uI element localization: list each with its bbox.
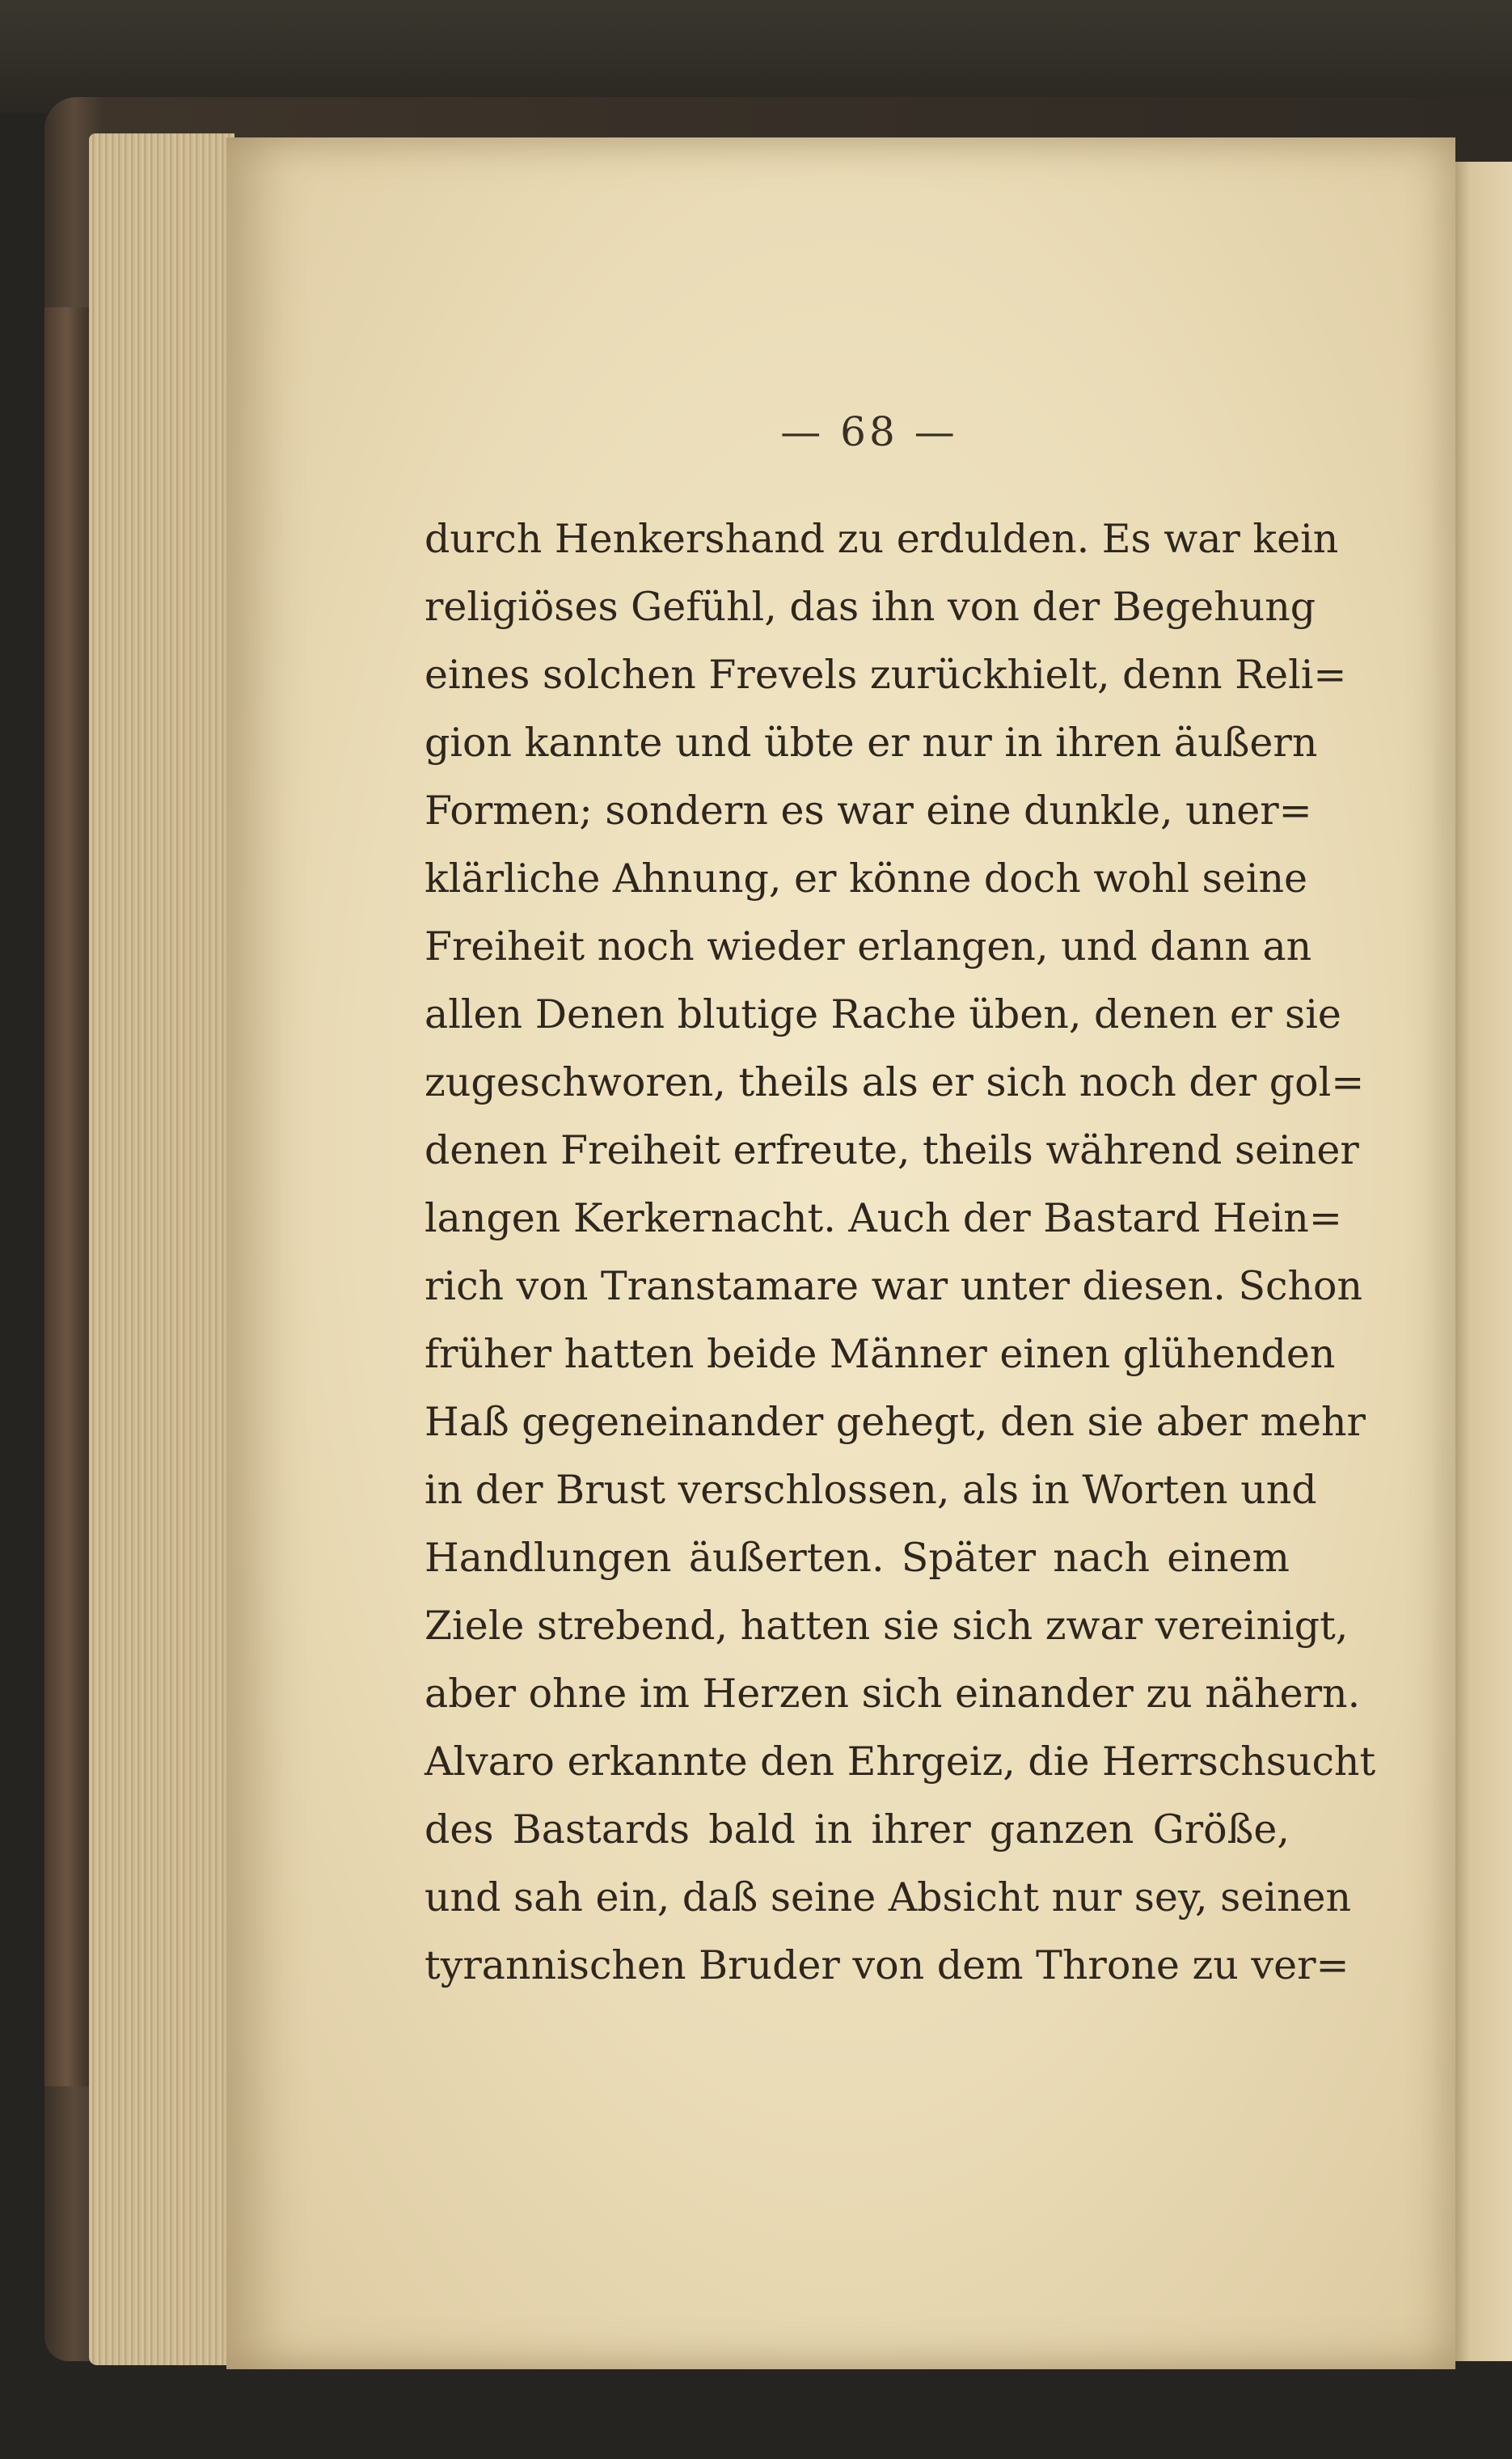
background	[0, 0, 1512, 113]
text-line: Alvaro erkannte den Ehrgeiz, die Herrschsucht	[424, 1739, 1376, 1785]
text-line: langen Kerkernacht. Auch der Bastard Hein=	[424, 1195, 1342, 1241]
text-line: tyrannischen Bruder von dem Throne zu ver=	[424, 1942, 1349, 1988]
text-line: religiöses Gefühl, das ihn von der Begehung	[424, 584, 1316, 630]
text-line: durch Henkershand zu erdulden. Es war kein	[424, 516, 1339, 562]
text-line: früher hatten beide Männer einen glühenden	[424, 1331, 1336, 1377]
facing-page-edge	[1447, 162, 1512, 2361]
text-line: Handlungen äußerten. Später nach einem	[424, 1535, 1290, 1581]
text-line: Formen; sondern es war eine dunkle, uner=	[424, 788, 1312, 834]
text-line: des Bastards bald in ihrer ganzen Größe,	[424, 1806, 1290, 1853]
text-line: denen Freiheit erfreute, theils während seiner	[424, 1127, 1359, 1173]
text-line: aber ohne im Herzen sich einander zu nähern.	[424, 1671, 1361, 1717]
text-line: rich von Transtamare war unter diesen. Schon	[424, 1263, 1363, 1309]
book-spine	[44, 307, 89, 2086]
page-number: — 68 —	[780, 408, 958, 455]
text-line: allen Denen blutige Rache üben, denen er sie	[424, 991, 1341, 1037]
text-line: in der Brust verschlossen, als in Worten und	[424, 1467, 1317, 1513]
text-line: und sah ein, daß seine Absicht nur sey, seinen	[424, 1874, 1352, 1920]
text-line: Haß gegeneinander gehegt, den sie aber mehr	[424, 1399, 1366, 1445]
body-text	[424, 505, 1376, 2000]
text-line: klärliche Ahnung, er könne doch wohl seine	[424, 856, 1307, 902]
text-line: Ziele strebend, hatten sie sich zwar vereinigt,	[424, 1603, 1349, 1649]
text-line: gion kannte und übte er nur in ihren äußern	[424, 720, 1318, 766]
text-line: Freiheit noch wieder erlangen, und dann an	[424, 923, 1312, 970]
page-edges	[89, 133, 234, 2365]
text-line: eines solchen Frevels zurückhielt, denn Reli=	[424, 652, 1347, 698]
text-line: zugeschworen, theils als er sich noch der gol=	[424, 1059, 1365, 1105]
